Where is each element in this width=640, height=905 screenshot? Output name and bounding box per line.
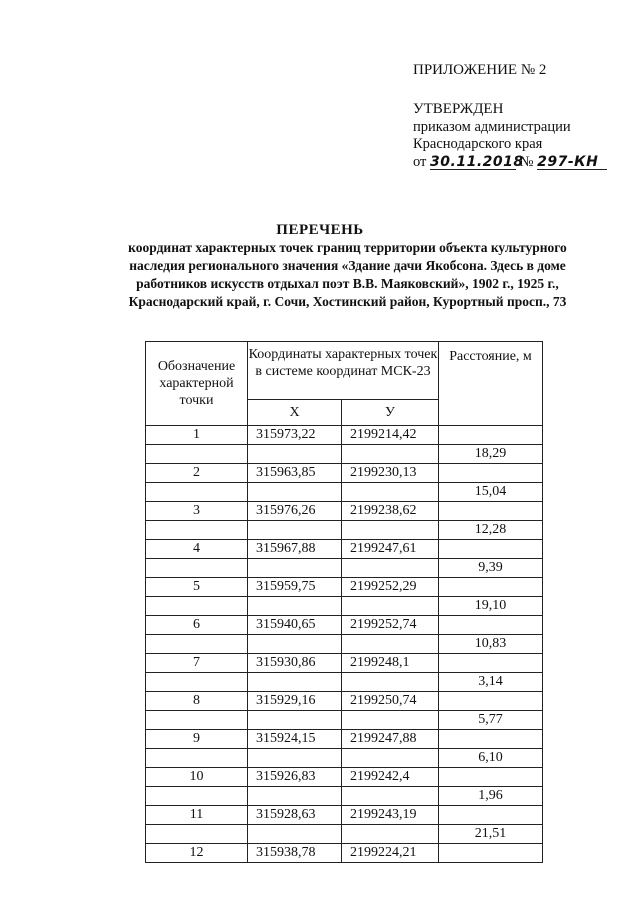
blank-cell xyxy=(146,711,248,730)
document-title: ПЕРЕЧЕНЬ xyxy=(276,222,364,238)
coordinates-table xyxy=(145,341,543,863)
blank-cell xyxy=(248,825,342,844)
from-label: от xyxy=(413,154,427,170)
blank-cell xyxy=(342,521,439,540)
point-x: 315929,16 xyxy=(248,692,342,711)
blank-cell xyxy=(146,521,248,540)
blank-cell xyxy=(146,673,248,692)
distance-spacer xyxy=(439,768,543,787)
table-row xyxy=(146,654,543,673)
header-point: Обозначение характерной точки xyxy=(146,342,248,426)
point-x: 315940,65 xyxy=(248,616,342,635)
blank-cell xyxy=(248,749,342,768)
segment-distance: 5,77 xyxy=(439,711,543,730)
point-number: 5 xyxy=(146,578,248,597)
blank-cell xyxy=(248,483,342,502)
point-number: 4 xyxy=(146,540,248,559)
distance-spacer xyxy=(439,692,543,711)
blank-cell xyxy=(248,711,342,730)
segment-distance: 19,10 xyxy=(439,597,543,616)
blank-cell xyxy=(248,559,342,578)
table-row xyxy=(146,787,543,806)
point-number: 2 xyxy=(146,464,248,483)
blank-cell xyxy=(146,559,248,578)
approved-by-region: Краснодарского края xyxy=(413,136,543,152)
subtitle-line: работников искусств отдыхал поэт В.В. Маяковский», 1902 г., 1925 г., xyxy=(136,276,559,291)
point-x: 315973,22 xyxy=(248,426,342,445)
blank-cell xyxy=(248,597,342,616)
header-distance: Расстояние, м xyxy=(439,342,543,426)
appendix-label: ПРИЛОЖЕНИЕ № 2 xyxy=(413,62,547,78)
subtitle-line: Краснодарский край, г. Сочи, Хостинский район, Курортный просп., 73 xyxy=(128,294,567,309)
blank-cell xyxy=(342,711,439,730)
approval-date: 30.11.2018 xyxy=(430,154,524,170)
table-row xyxy=(146,635,543,654)
segment-distance: 6,10 xyxy=(439,749,543,768)
table-row xyxy=(146,711,543,730)
point-y: 2199243,19 xyxy=(342,806,439,825)
distance-spacer xyxy=(439,730,543,749)
number-label: № xyxy=(519,154,534,170)
document-subtitle xyxy=(95,239,600,311)
blank-cell xyxy=(146,483,248,502)
segment-distance: 18,29 xyxy=(439,445,543,464)
segment-distance: 3,14 xyxy=(439,673,543,692)
point-x: 315976,26 xyxy=(248,502,342,521)
distance-spacer xyxy=(439,654,543,673)
blank-cell xyxy=(248,445,342,464)
point-number: 6 xyxy=(146,616,248,635)
blank-cell xyxy=(146,787,248,806)
table-row xyxy=(146,559,543,578)
blank-cell xyxy=(146,635,248,654)
point-y: 2199252,29 xyxy=(342,578,439,597)
point-number: 3 xyxy=(146,502,248,521)
table-row xyxy=(146,730,543,749)
approval-number: 297-КН xyxy=(537,155,607,170)
blank-cell xyxy=(248,635,342,654)
point-y: 2199242,4 xyxy=(342,768,439,787)
table-row xyxy=(146,578,543,597)
approval-date-line xyxy=(413,154,607,171)
blank-cell xyxy=(342,635,439,654)
segment-distance: 10,83 xyxy=(439,635,543,654)
table-row xyxy=(146,806,543,825)
point-y: 2199247,61 xyxy=(342,540,439,559)
point-y: 2199230,13 xyxy=(342,464,439,483)
point-x: 315928,63 xyxy=(248,806,342,825)
table-row xyxy=(146,749,543,768)
header-coords: Координаты характерных точек в системе координат МСК-23 xyxy=(248,342,439,400)
point-x: 315967,88 xyxy=(248,540,342,559)
table-row xyxy=(146,597,543,616)
distance-spacer xyxy=(439,540,543,559)
blank-cell xyxy=(342,825,439,844)
blank-cell xyxy=(248,521,342,540)
segment-distance: 15,04 xyxy=(439,483,543,502)
table-row xyxy=(146,502,543,521)
point-y: 2199250,74 xyxy=(342,692,439,711)
point-number: 10 xyxy=(146,768,248,787)
distance-spacer xyxy=(439,426,543,445)
point-y: 2199224,21 xyxy=(342,844,439,863)
point-number: 8 xyxy=(146,692,248,711)
blank-cell xyxy=(248,673,342,692)
subtitle-line: координат характерных точек границ территории объекта культурного xyxy=(128,240,567,255)
distance-spacer xyxy=(439,502,543,521)
blank-cell xyxy=(342,597,439,616)
blank-cell xyxy=(146,749,248,768)
approved-by-order: приказом администрации xyxy=(413,119,571,135)
blank-cell xyxy=(342,749,439,768)
blank-cell xyxy=(342,483,439,502)
blank-cell xyxy=(342,787,439,806)
table-row xyxy=(146,825,543,844)
table-row xyxy=(146,692,543,711)
point-x: 315959,75 xyxy=(248,578,342,597)
header-y: У xyxy=(342,400,439,426)
blank-cell xyxy=(146,825,248,844)
blank-cell xyxy=(342,673,439,692)
table-row xyxy=(146,445,543,464)
point-number: 1 xyxy=(146,426,248,445)
header-x: X xyxy=(248,400,342,426)
blank-cell xyxy=(146,597,248,616)
distance-spacer xyxy=(439,844,543,863)
blank-cell xyxy=(146,445,248,464)
segment-distance: 1,96 xyxy=(439,787,543,806)
blank-cell xyxy=(342,559,439,578)
point-number: 9 xyxy=(146,730,248,749)
point-y: 2199252,74 xyxy=(342,616,439,635)
point-y: 2199247,88 xyxy=(342,730,439,749)
table-row xyxy=(146,616,543,635)
distance-spacer xyxy=(439,616,543,635)
blank-cell xyxy=(248,787,342,806)
distance-spacer xyxy=(439,464,543,483)
table-row xyxy=(146,844,543,863)
point-number: 7 xyxy=(146,654,248,673)
point-x: 315963,85 xyxy=(248,464,342,483)
table-row xyxy=(146,464,543,483)
segment-distance: 12,28 xyxy=(439,521,543,540)
point-x: 315924,15 xyxy=(248,730,342,749)
point-y: 2199214,42 xyxy=(342,426,439,445)
point-y: 2199248,1 xyxy=(342,654,439,673)
point-number: 11 xyxy=(146,806,248,825)
point-y: 2199238,62 xyxy=(342,502,439,521)
subtitle-line: наследия регионального значения «Здание дачи Якобсона. Здесь в доме xyxy=(129,258,566,273)
segment-distance: 21,51 xyxy=(439,825,543,844)
table-row xyxy=(146,521,543,540)
distance-spacer xyxy=(439,806,543,825)
approved-label: УТВЕРЖДЕН xyxy=(413,101,504,117)
distance-spacer xyxy=(439,578,543,597)
table-row xyxy=(146,426,543,445)
segment-distance: 9,39 xyxy=(439,559,543,578)
table-row xyxy=(146,768,543,787)
table-row xyxy=(146,483,543,502)
table-row xyxy=(146,540,543,559)
blank-cell xyxy=(342,445,439,464)
point-x: 315938,78 xyxy=(248,844,342,863)
point-x: 315926,83 xyxy=(248,768,342,787)
table-row xyxy=(146,673,543,692)
point-number: 12 xyxy=(146,844,248,863)
point-x: 315930,86 xyxy=(248,654,342,673)
